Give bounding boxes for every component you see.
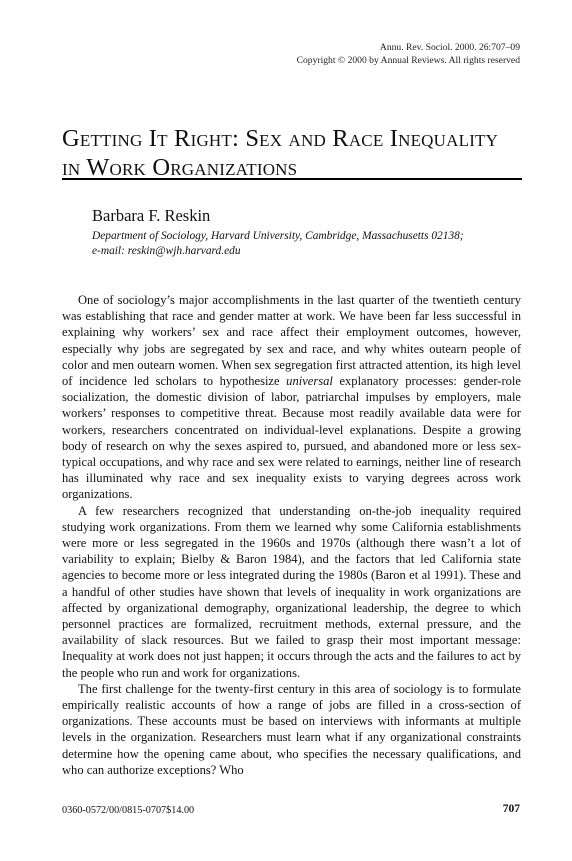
article-title [62,124,522,182]
page-number: 707 [502,803,520,815]
journal-citation: Annu. Rev. Sociol. 2000. 26:707–09 [379,42,520,53]
author-name: Barbara F. Reskin [92,206,211,225]
paragraph-2: A few researchers recognized that understanding on-the-job inequality required studying work organizations. From them we learned why some California establishments were more or less segregated in the 1960s and 1970s (although there wasn’t a lot of variability to explain; Bielby & Baron 1984), and the factors that led California state agencies to become more or less integrated during the 1980s (Baron et al 1991). These and a handful of other studies have shown that levels of inequality in work organizations are affected by organizational demography, organizational leadership, the degree to which personnel practices are formalized, recruitment methods, external pressure, and the availability of slack resources. But we failed to grasp their most important message: Inequality at work does not just happen; it occurs through the acts and the failures to act by the people who run and work for organizations. [62,503,521,680]
article-code: 0360-0572/00/0815-0707$14.00 [62,805,195,816]
paragraph-1-text-b: explanatory processes: gender-role socialization, the domestic division of labor, patriarchal impulses by employers, male workers’ responses to competitive threat. Because most readily available data were for workers, researchers concentrated on individual-level explanations. Despite a growing body of research on why the sexes aspired to, pursued, and abandoned more or less sex-typical occupations, and why race and sex were related to earnings, neither line of research has illuminated why race and sex inequality exists to varying degrees across work organizations. [62,374,521,502]
title-line-1: Getting It Right: Sex and Race Inequality [62,125,499,152]
author-affiliation: Department of Sociology, Harvard University, Cambridge, Massachusetts 02138; [92,230,464,242]
copyright-notice: Copyright © 2000 by Annual Reviews. All rights reserved [296,54,520,66]
paragraph-1-emphasis: universal [286,374,333,389]
article-body [62,292,521,778]
paragraph-1-text-a: One of sociology’s major accomplishments in the last quarter of the twentieth century was establishing that race and gender matter at work. We have been far less successful in explaining why workers’ sex and race affect their employment outcomes, however, especially why jobs are segregated by sex and race, and why whites outearn people of color and men outearn women. When sex segregation first attracted attention, its high level of incidence led scholars to hypothesize [62,293,521,389]
paragraph-1 [62,292,521,503]
paragraph-3: The first challenge for the twenty-first century in this area of sociology is to formulate empirically realistic accounts of how a range of jobs are filled in a cross-section of organizations. These accounts must be based on interviews with informants at multiple levels in the organization. Researchers must learn what if any organizational constraints determine how the opening came about, who specifies the necessary qualifications, and who can authorize exceptions? Who [62,681,521,777]
author-email: e-mail: reskin@wjh.harvard.edu [92,244,241,257]
author-affiliation-block [92,229,512,258]
title-line-2: in Work Organizations [62,154,298,181]
title-rule [62,178,522,180]
journal-header [297,42,520,67]
